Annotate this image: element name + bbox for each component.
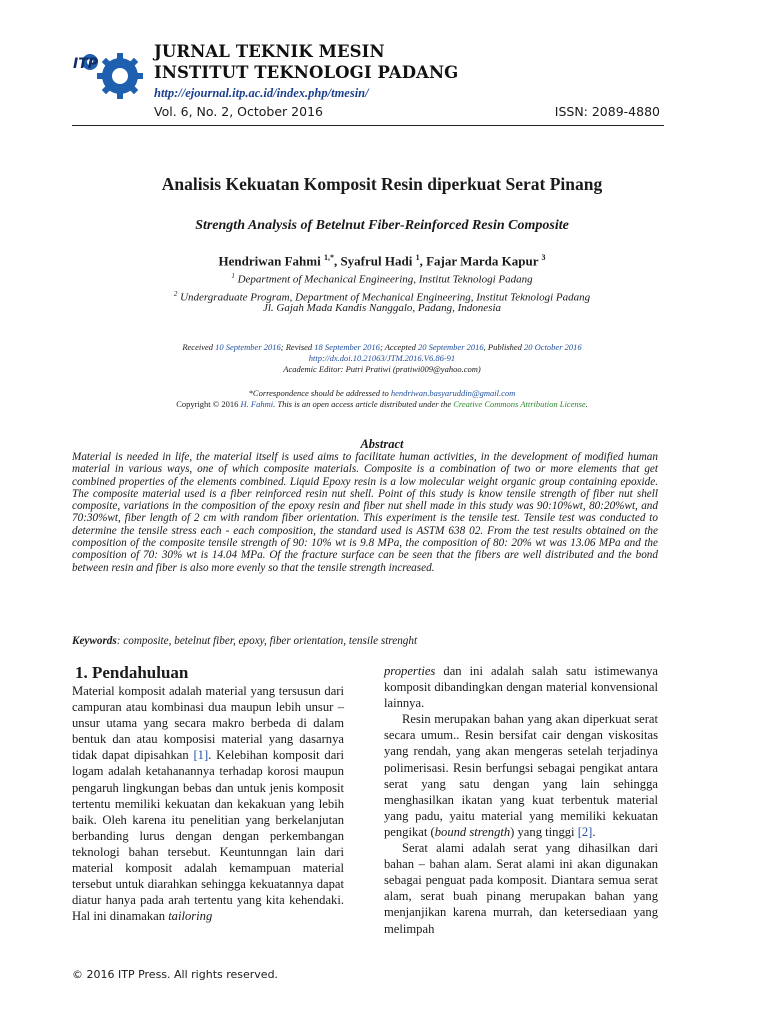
author-sup: 1,* [323,253,334,262]
copyright-holder-link[interactable]: H. Fahmi [240,399,274,409]
paragraph: Resin merupakan bahan yang akan diperkuat serat secara umum.. Resin bersifat cair dengan viskositas yang rendah, yang akan mengeras setelah terjadinya polimerisasi. Resin berfungsi sebagai pengikat antara serat yang satu dengan yang lain sehingga menghasilkan ikatan yang kuat terbentuk material yang padu, yaitu material yang memiliki kekuatan pengikat (bound strength) yang tinggi [2]. [384,712,658,839]
citation-link[interactable]: [1] [193,748,209,763]
keywords-label: Keywords [72,635,117,647]
article-title: Analisis Kekuatan Komposit Resin diperkuat Serat Pinang [161,174,603,194]
author-list: Hendriwan Fahmi $^{1,*}$, Syafrul Hadi $^1$, Fajar Marda Kapur $^3$ [218,253,546,269]
accepted-date: 20 September 2016 [418,342,484,352]
abstract-text: Material is needed in life, the material itself is used aims to facilitate human activities, in the development of modified human material in various ways, one of which composite materials. Composite is a combination of two or more elements that get combined properties of the elements combined. Liquid Epoxy resin is a low molecular weight organic group containing epoxide. The composite material used is a fiber reinforced resin nut shell. Point of this study is know tensile strength of fiber nut shell composite, variations in the composition of the epoxy resin and fiber nut shell made in this study was 90:10%wt, 80:20%wt, and 70:30%wt, fiber length of 2 cm with random fiber orientation. This experiment is the tensile test. Tensile test was conducted to determine the tensile stress each - each composition, the standard used is ASTM 638 02. From the test results obtained on the composition of the composite tensile strength of 90: 10% wt is 9.8 MPa, the composition of 80: 20% wt was 13.06 MPa and the composition of 70: 30% wt is 14.04 MPa. Of the fracture surface can be seen that the fibers are well distributed and the bond between resin and fiber is also more evenly so that the tensile strength increased. [72,451,658,574]
copyright-footer: © 2016 ITP Press. All rights reserved. [72,968,279,981]
author-name: Fajar Marda Kapur [426,253,539,269]
published-date: 20 October 2016 [524,342,582,352]
license-link[interactable]: Creative Commons Attribution License [453,399,586,409]
correspondence-block: *Correspondence should be addressed to hendriwan.basyaruddin@gmail.com Copyright © 2016 H. Fahmi. This is an open access article distributed under the Creative Commons Attribution License. [176,388,588,409]
correspondence-email-link[interactable]: hendriwan.basyaruddin@gmail.com [390,388,516,398]
affiliation-2: $^2$ Undergraduate Program, Department of Mechanical Engineering, Institut Teknologi Padang [173,290,591,304]
author-name: Syafrul Hadi [340,253,413,269]
academic-editor: Academic Editor: Putri Pratiwi (pratiwi009@yahoo.com) [283,364,481,374]
author-sup: 3 [541,253,546,262]
body-right-column [384,663,658,937]
keywords: Keywords: composite, betelnut fiber, epoxy, fiber orientation, tensile strenght [72,635,418,647]
revised-date: 18 September 2016 [314,342,380,352]
journal-name-line2: INSTITUT TEKNOLOGI PADANG [154,63,459,82]
author-name: Hendriwan Fahmi [218,253,321,269]
header-divider [72,125,664,126]
received-date: 10 September 2016 [215,342,281,352]
affiliation-address: Jl. Gajah Mada Kandis Nanggalo, Padang, Indonesia [262,302,502,314]
paragraph: properties dan ini adalah salah satu istimewanya komposit dibandingkan dengan material konvensional lainnya. [384,664,658,711]
journal-logo [72,40,150,102]
journal-name-line1: JURNAL TEKNIK MESIN [154,42,385,61]
journal-issn: ISSN: 2089-4880 [554,104,660,119]
article-history: Received 10 September 2016; Revised 18 September 2016; Accepted 20 September 2016, Published 20 October 2016 http://dx.doi.10.21063/JTM.2016.V6.86-91 Academic Editor: Putri Pratiwi (pratiwi009@yahoo.com) [182,342,582,374]
author-sup: 1 [415,253,420,262]
abstract-heading: Abstract [360,437,404,451]
article-subtitle: Strength Analysis of Betelnut Fiber-Reinforced Resin Composite [195,218,569,233]
affiliation-1: $^1$ Department of Mechanical Engineering, Institut Teknologi Padang [231,272,533,286]
journal-volume: Vol. 6, No. 2, October 2016 [154,104,323,119]
svg-text:ITP: ITP [73,56,99,72]
journal-url-link[interactable]: http://ejournal.itp.ac.id/index.php/tmesin/ [154,86,369,100]
citation-link[interactable]: [2] [577,824,593,839]
section-heading: 1. Pendahuluan [75,663,189,682]
doi-link[interactable]: http://dx.doi.10.21063/JTM.2016.V6.86-91 [308,353,456,363]
paragraph: Serat alami adalah serat yang dihasilkan dari bahan – bahan alam. Serat alami ini akan digunakan sebagai penguat pada komposit. Diantara semua serat alam, serat buah pinang merupakan bahan yang menjanjikan karena murrah, dan ketersediaan yang melimpah [384,841,658,936]
gear-icon [97,53,143,99]
body-left-column: Material komposit adalah material yang tersusun dari campuran atau kombinasi dua maupun lebih unsur – unsur utama yang secara makro berbeda di dalam bentuk dan atau komposisi material yang dasarnya tidak dapat dipisahkan [1]. Kelebihan komposit dari logam adalah ketahanannya terhadap korosi maupun pengaruh lingkungan bebas dan untuk jenis komposit tertentu memiliki kekuatan dan kekakuan yang lebih baik. Oleh karena itu penelitian yang berkelanjutan berbanding lurus dengan dengan perkembangan teknologi bahan tersebut. Keuntunngan lain dari material komposit adalah kemampuan material tersebut untuk diarahkan sehingga kekuatannya dapat diatur hanya pada arah tertentu yang kita kehendaki. Hal ini dinamakan tailoring [72,684,344,924]
